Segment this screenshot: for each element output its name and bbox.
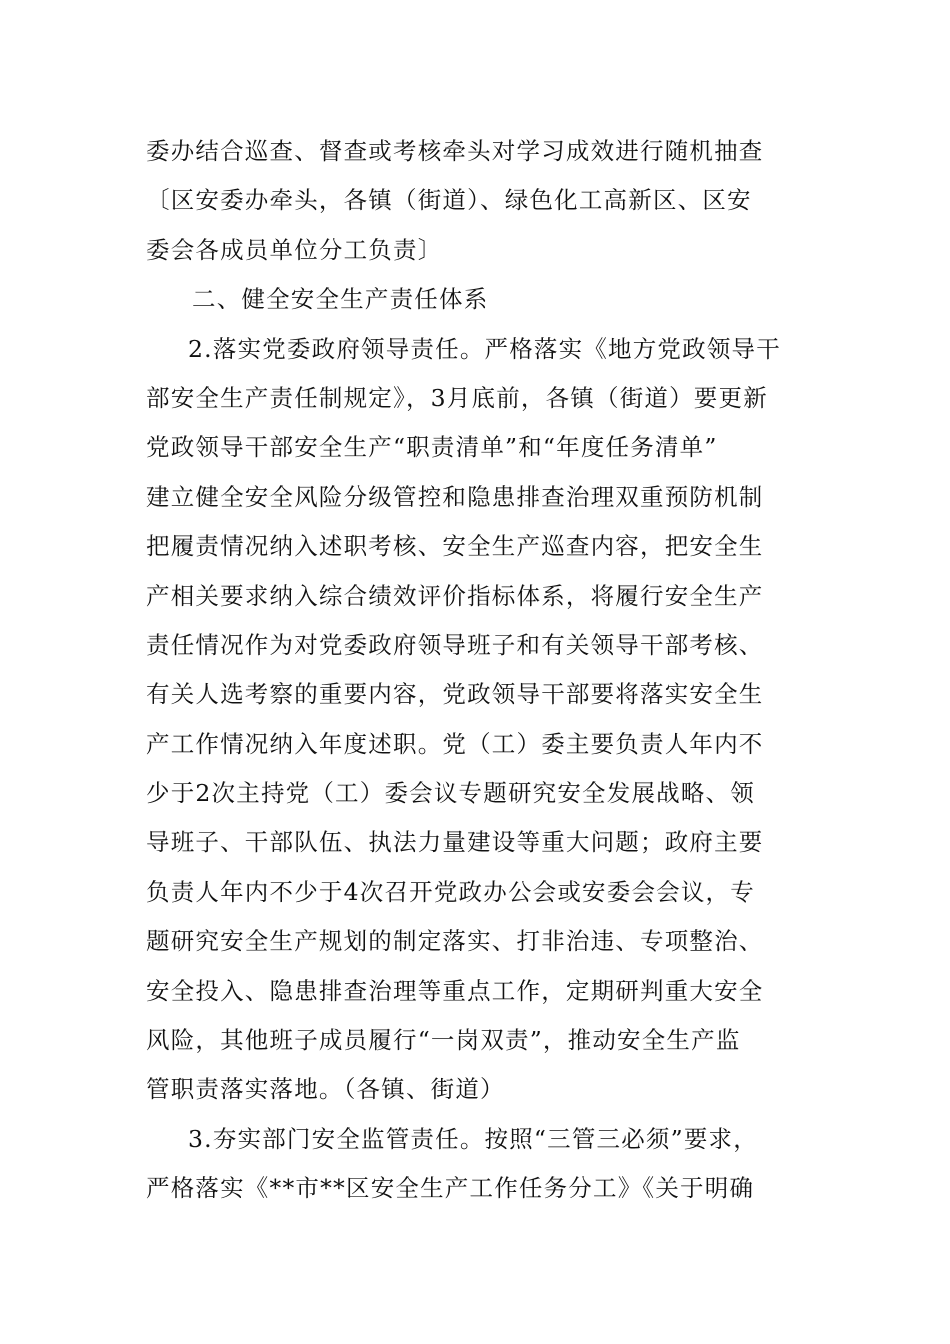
- text-line: 把履责情况纳入述职考核、安全生产巡查内容，把安全生: [146, 532, 764, 561]
- paragraph-3: [146, 1115, 810, 1214]
- paragraph-2: [146, 325, 810, 1115]
- text-line: 建立健全安全风险分级管控和隐患排查治理双重预防机制: [146, 482, 764, 511]
- text-line: 题研究安全生产规划的制定落实、打非治违、专项整治、: [146, 927, 764, 956]
- text-line: 3.夯实部门安全监管责任。按照“三管三必须”要求，: [188, 1124, 758, 1153]
- text-line: 导班子、干部队伍、执法力量建设等重大问题；政府主要: [146, 828, 764, 857]
- text-line: 管职责落实落地。（各镇、街道）: [146, 1075, 505, 1104]
- text-line: 产工作情况纳入年度述职。党（工）委主要负责人年内不: [146, 729, 764, 758]
- text-line: 负责人年内不少于4次召开党政办公会或安委会会议，专: [146, 877, 755, 906]
- text-line: 责任情况作为对党委政府领导班子和有关领导干部考核、: [146, 630, 764, 659]
- section-heading: 二、健全安全生产责任体系: [192, 285, 489, 314]
- text-line: 委办结合巡查、督查或考核牵头对学习成效进行随机抽查: [146, 137, 764, 165]
- text-line: 严格落实《**市**区安全生产工作任务分工》《关于明确: [146, 1174, 755, 1203]
- text-line: 委会各成员单位分工负责〕: [146, 235, 443, 264]
- text-line: 安全投入、隐患排查治理等重点工作，定期研判重大安全: [146, 976, 764, 1005]
- paragraph-1: [146, 127, 810, 275]
- document-body: [146, 127, 810, 1214]
- text-line: 有关人选考察的重要内容，党政领导干部要将落实安全生: [146, 680, 764, 709]
- text-line: 2.落实党委政府领导责任。严格落实《地方党政领导干: [188, 334, 781, 363]
- text-line: 产相关要求纳入综合绩效评价指标体系，将履行安全生产: [146, 581, 764, 610]
- text-line: 少于2次主持党（工）委会议专题研究安全发展战略、领: [146, 779, 755, 808]
- text-line: 部安全生产责任制规定》，3月底前，各镇（街道）要更新: [146, 383, 768, 412]
- text-line: 〔区安委办牵头，各镇（街道）、绿色化工高新区、区安: [146, 186, 752, 215]
- text-line: 党政领导干部安全生产“职责清单”和“年度任务清单”: [146, 433, 718, 462]
- text-line: 风险，其他班子成员履行“一岗双责”，推动安全生产监: [146, 1026, 741, 1055]
- section-heading-2: [146, 275, 810, 324]
